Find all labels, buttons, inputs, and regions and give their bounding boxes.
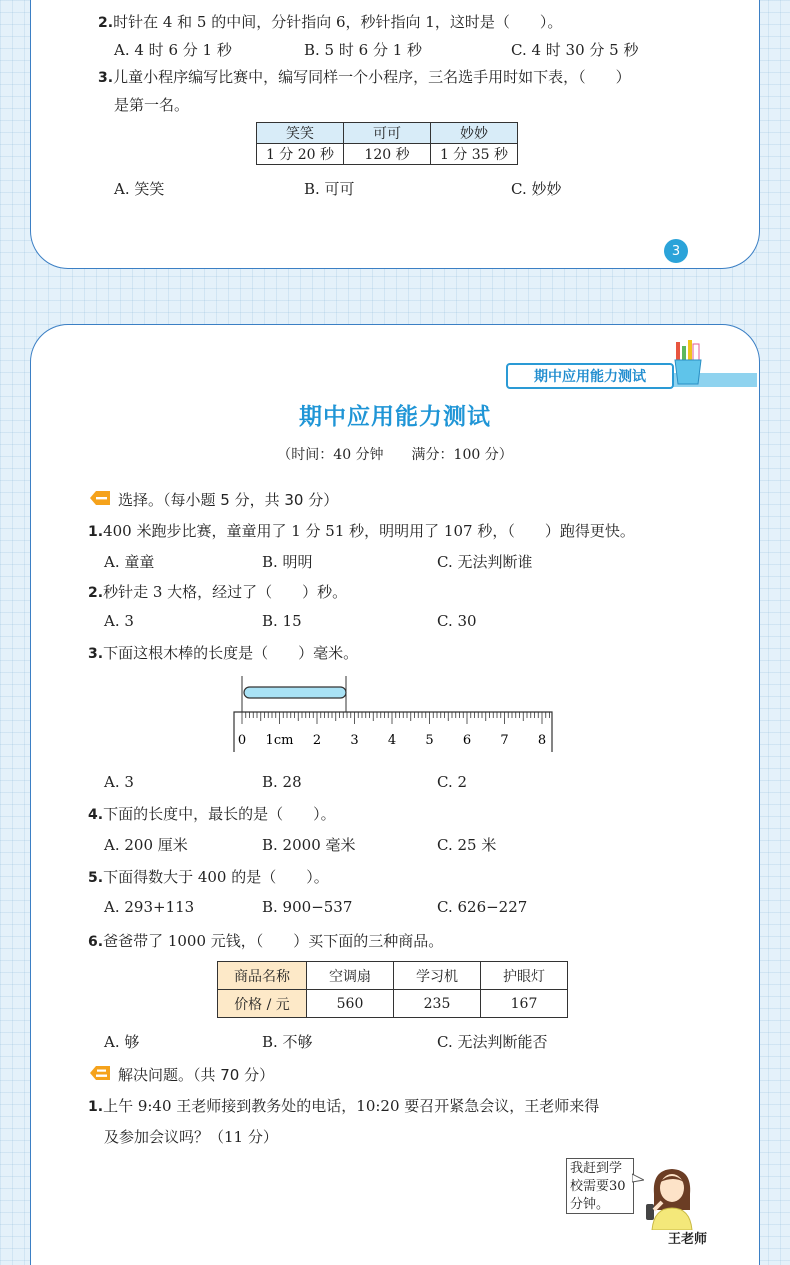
option-a: A. 4 时 6 分 1 秒 [114, 41, 232, 59]
option-b: B. 15 [262, 612, 302, 630]
option-a: A. 够 [104, 1033, 140, 1051]
page-card-bottom [30, 324, 760, 1265]
option-a: A. 3 [104, 612, 134, 630]
option-b: B. 28 [262, 773, 302, 791]
option-b: B. 900−537 [262, 898, 353, 916]
option-a: A. 童童 [104, 553, 155, 571]
problem-1-cont: 及参加会议吗？（11 分） [104, 1128, 278, 1146]
ruler-labels [238, 733, 546, 748]
test-banner: 期中应用能力测试 [506, 363, 674, 389]
option-b: B. 明明 [262, 553, 313, 571]
table-cell: 167 [481, 990, 568, 1018]
table-header: 妙妙 [431, 123, 518, 144]
page-subtitle: （时间：40 分钟 满分：100 分） [277, 447, 513, 463]
question-6: 6.爸爸带了 1000 元钱，（ ）买下面的三种商品。 [88, 932, 444, 950]
ruler-label: 6 [462, 733, 472, 748]
ruler-label: 8 [537, 733, 547, 748]
ruler-label: 3 [350, 733, 359, 748]
ruler-label: 5 [425, 733, 434, 748]
ruler-label: 2 [312, 733, 322, 748]
option-b: B. 2000 毫米 [262, 836, 356, 854]
option-a: A. 293+113 [104, 898, 195, 916]
table-cell: 120 秒 [344, 144, 431, 165]
option-b: B. 不够 [262, 1033, 313, 1051]
question-2: 2.秒针走 3 大格，经过了（ ）秒。 [88, 583, 348, 601]
page-number-badge: 3 [664, 239, 688, 263]
section-badge-icon [88, 1064, 112, 1082]
problem-1: 1.上午 9:40 王老师接到教务处的电话，10:20 要召开紧急会议，王老师来得 [88, 1097, 600, 1115]
ruler-label: 0 [237, 733, 247, 748]
table-header: 商品名称 [218, 962, 307, 990]
ruler-figure [230, 676, 560, 758]
pencil-cup-icon [672, 340, 704, 386]
page-title: 期中应用能力测试 [299, 404, 491, 430]
ruler-label: 7 [500, 733, 509, 748]
option-c: C. 无法判断谁 [437, 553, 533, 571]
table-cell: 235 [394, 990, 481, 1018]
section-1-heading: 选择。（每小题 5 分，共 30 分） [118, 491, 339, 509]
question-3: 3.下面这根木棒的长度是（ ）毫米。 [88, 644, 359, 662]
table-header: 学习机 [394, 962, 481, 990]
option-c: C. 2 [437, 773, 468, 791]
question-3-top: 3.儿童小程序编写比赛中，编写同样一个小程序，三名选手用时如下表，（ ） [98, 68, 631, 86]
option-c: C. 无法判断能否 [437, 1033, 548, 1051]
question-1: 1.400 米跑步比赛，童童用了 1 分 51 秒，明明用了 107 秒，（ ）跑得更快。 [88, 522, 635, 540]
option-a: A. 200 厘米 [104, 836, 188, 854]
section-2-heading: 解决问题。（共 70 分） [118, 1066, 275, 1084]
question-4: 4.下面的长度中，最长的是（ ）。 [88, 805, 336, 823]
ruler-label: 4 [387, 733, 397, 748]
table-header: 可可 [344, 123, 431, 144]
teacher-label: 王老师 [668, 1232, 708, 1247]
option-c: C. 626−227 [437, 898, 528, 916]
table-header: 笑笑 [257, 123, 344, 144]
table-cell: 560 [307, 990, 394, 1018]
table-cell: 1 分 20 秒 [257, 144, 344, 165]
price-table [217, 961, 568, 1018]
time-table [256, 122, 518, 165]
table-header: 护眼灯 [481, 962, 568, 990]
option-a: A. 3 [104, 773, 134, 791]
option-c: C. 30 [437, 612, 477, 630]
option-c: C. 25 米 [437, 836, 497, 854]
ruler-label: 1cm [265, 733, 294, 748]
table-cell: 价格 / 元 [218, 990, 307, 1018]
option-c: C. 4 时 30 分 5 秒 [511, 41, 639, 59]
question-3-cont: 是第一名。 [114, 96, 190, 114]
option-a: A. 笑笑 [114, 180, 165, 198]
stick [242, 676, 346, 716]
question-5: 5.下面得数大于 400 的是（ ）。 [88, 868, 329, 886]
table-cell: 1 分 35 秒 [431, 144, 518, 165]
option-c: C. 妙妙 [511, 180, 562, 198]
table-header: 空调扇 [307, 962, 394, 990]
question-2-top: 2.时针在 4 和 5 的中间，分针指向 6，秒针指向 1，这时是（ ）。 [98, 13, 563, 31]
option-b: B. 可可 [304, 180, 355, 198]
speech-bubble: 我赶到学校需要30分钟。 [566, 1158, 634, 1214]
teacher-illustration [640, 1164, 706, 1230]
option-b: B. 5 时 6 分 1 秒 [304, 41, 423, 59]
section-badge-icon [88, 489, 112, 507]
